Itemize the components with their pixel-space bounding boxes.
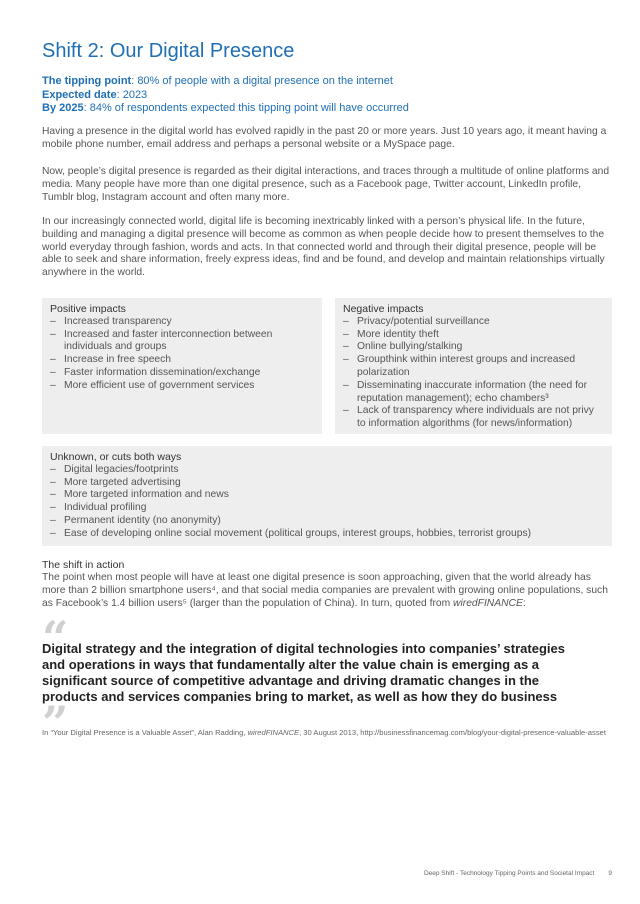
connected-world-paragraph: In our increasingly connected world, digital life is becoming inextricably linked with a person’s physical life. In the future, building and managing a digital presence will become as common as when people decide how to present themselves to the world everyday through fashion, words and acts. In that connected world and through their digital presence, people will be able to seek and share information, freely express ideas, find and be found, and develop and maintain relationships virtually anywhere in the world. bbox=[42, 216, 605, 279]
wiredfinance-name: wiredFINANCE bbox=[453, 597, 523, 609]
list-item: – Disseminating inaccurate information (the need for reputation management); echo chambers³ bbox=[343, 380, 604, 406]
open-quote-icon: “ bbox=[42, 611, 69, 665]
shift-in-action-paragraph bbox=[42, 572, 612, 610]
by-2025-value: : 84% of respondents expected this tipping point will have occurred bbox=[83, 102, 409, 114]
list-item: – Increase in free speech bbox=[50, 354, 314, 367]
page-title: Shift 2: Our Digital Presence bbox=[42, 40, 295, 62]
presence-paragraph: Now, people’s digital presence is regarded as their digital interactions, and traces through a multitude of online platforms and media. Many people have more than one digital presence, such as a Facebook page, Twitter account, LinkedIn profile, Tumblr blog, Instagram account and often many more. bbox=[42, 166, 610, 203]
unknown-impacts-box bbox=[42, 446, 612, 546]
citation-text: In “Your Digital Presence is a Valuable Asset”, Alan Radding, bbox=[42, 728, 248, 737]
close-quote-icon: ” bbox=[42, 696, 69, 750]
tipping-point-summary bbox=[42, 75, 612, 116]
unknown-impacts-title: Unknown, or cuts both ways bbox=[50, 451, 182, 463]
negative-impacts-box bbox=[335, 298, 612, 434]
list-item: – More efficient use of government services bbox=[50, 380, 314, 393]
list-item: – Privacy/potential surveillance bbox=[343, 316, 604, 329]
list-item: – Increased and faster interconnection between individuals and groups bbox=[50, 329, 314, 355]
expected-date-value: : 2023 bbox=[116, 88, 148, 101]
page-footer bbox=[410, 870, 612, 877]
citation-source: wiredFINANCE bbox=[247, 728, 300, 737]
by-2025-line bbox=[42, 102, 612, 116]
list-item: – Online bullying/stalking bbox=[343, 341, 604, 354]
list-item: – Increased transparency bbox=[50, 316, 314, 329]
citation-details: , 30 August 2013, http://businessfinancemag.com/blog/your-digital-presence-valuable-asset bbox=[299, 728, 606, 737]
quote-citation bbox=[42, 727, 612, 738]
negative-impacts-title: Negative impacts bbox=[343, 303, 424, 315]
list-item: – Groupthink within interest groups and increased polarization bbox=[343, 354, 604, 380]
list-item: – Permanent identity (no anonymity) bbox=[50, 515, 604, 528]
positive-impacts-box bbox=[42, 298, 322, 434]
list-item: – More targeted advertising bbox=[50, 477, 604, 490]
expected-date-line bbox=[42, 89, 612, 103]
shift-in-action-heading: The shift in action bbox=[42, 559, 125, 571]
negative-impacts-list bbox=[343, 316, 604, 431]
list-item: – Individual profiling bbox=[50, 502, 604, 515]
expected-date-label: Expected date bbox=[42, 88, 117, 101]
shift-in-action-colon: : bbox=[522, 597, 526, 609]
page-number: 9 bbox=[608, 870, 612, 877]
shift-in-action-text: The point when most people will have at least one digital presence is soon approaching, given that the world already has more than 2 billion smartphone users⁴, and that social media companies are prevalent with growing online populations, such as Facebook’s 1.4 billion users⁵ (larger than the population of China). In turn, quoted from bbox=[42, 572, 608, 609]
tipping-point-label: The tipping point bbox=[42, 75, 132, 87]
positive-impacts-title: Positive impacts bbox=[50, 303, 126, 315]
list-item: – Lack of transparency where individuals are not privy to information algorithms (for news/information) bbox=[343, 405, 604, 431]
tipping-point-value: : 80% of people with a digital presence on the internet bbox=[131, 75, 393, 87]
list-item: – Faster information dissemination/exchange bbox=[50, 367, 314, 380]
positive-impacts-list bbox=[50, 316, 314, 393]
list-item: – Digital legacies/footprints bbox=[50, 464, 604, 477]
intro-paragraph: Having a presence in the digital world has evolved rapidly in the past 20 or more years. Just 10 years ago, it meant having a mobile phone number, email address and perhaps a personal website or a MySpace page. bbox=[42, 126, 607, 150]
tipping-point-line bbox=[42, 75, 612, 89]
unknown-impacts-list bbox=[50, 464, 604, 541]
by-2025-label: By 2025 bbox=[42, 102, 84, 114]
list-item: – More targeted information and news bbox=[50, 489, 604, 502]
report-title: Deep Shift - Technology Tipping Points and Societal Impact bbox=[423, 870, 595, 877]
list-item: – Ease of developing online social movement (political groups, interest groups, hobbies, terrorist groups) bbox=[50, 528, 604, 541]
list-item: – More identity theft bbox=[343, 329, 604, 342]
pull-quote: Digital strategy and the integration of digital technologies into companies’ strategies and operations in ways that fundamentally alter the value chain is emerging as a significant source of competitive advantage and driving dramatic changes in the products and services companies bring to market, as well as how they do business bbox=[42, 641, 565, 704]
